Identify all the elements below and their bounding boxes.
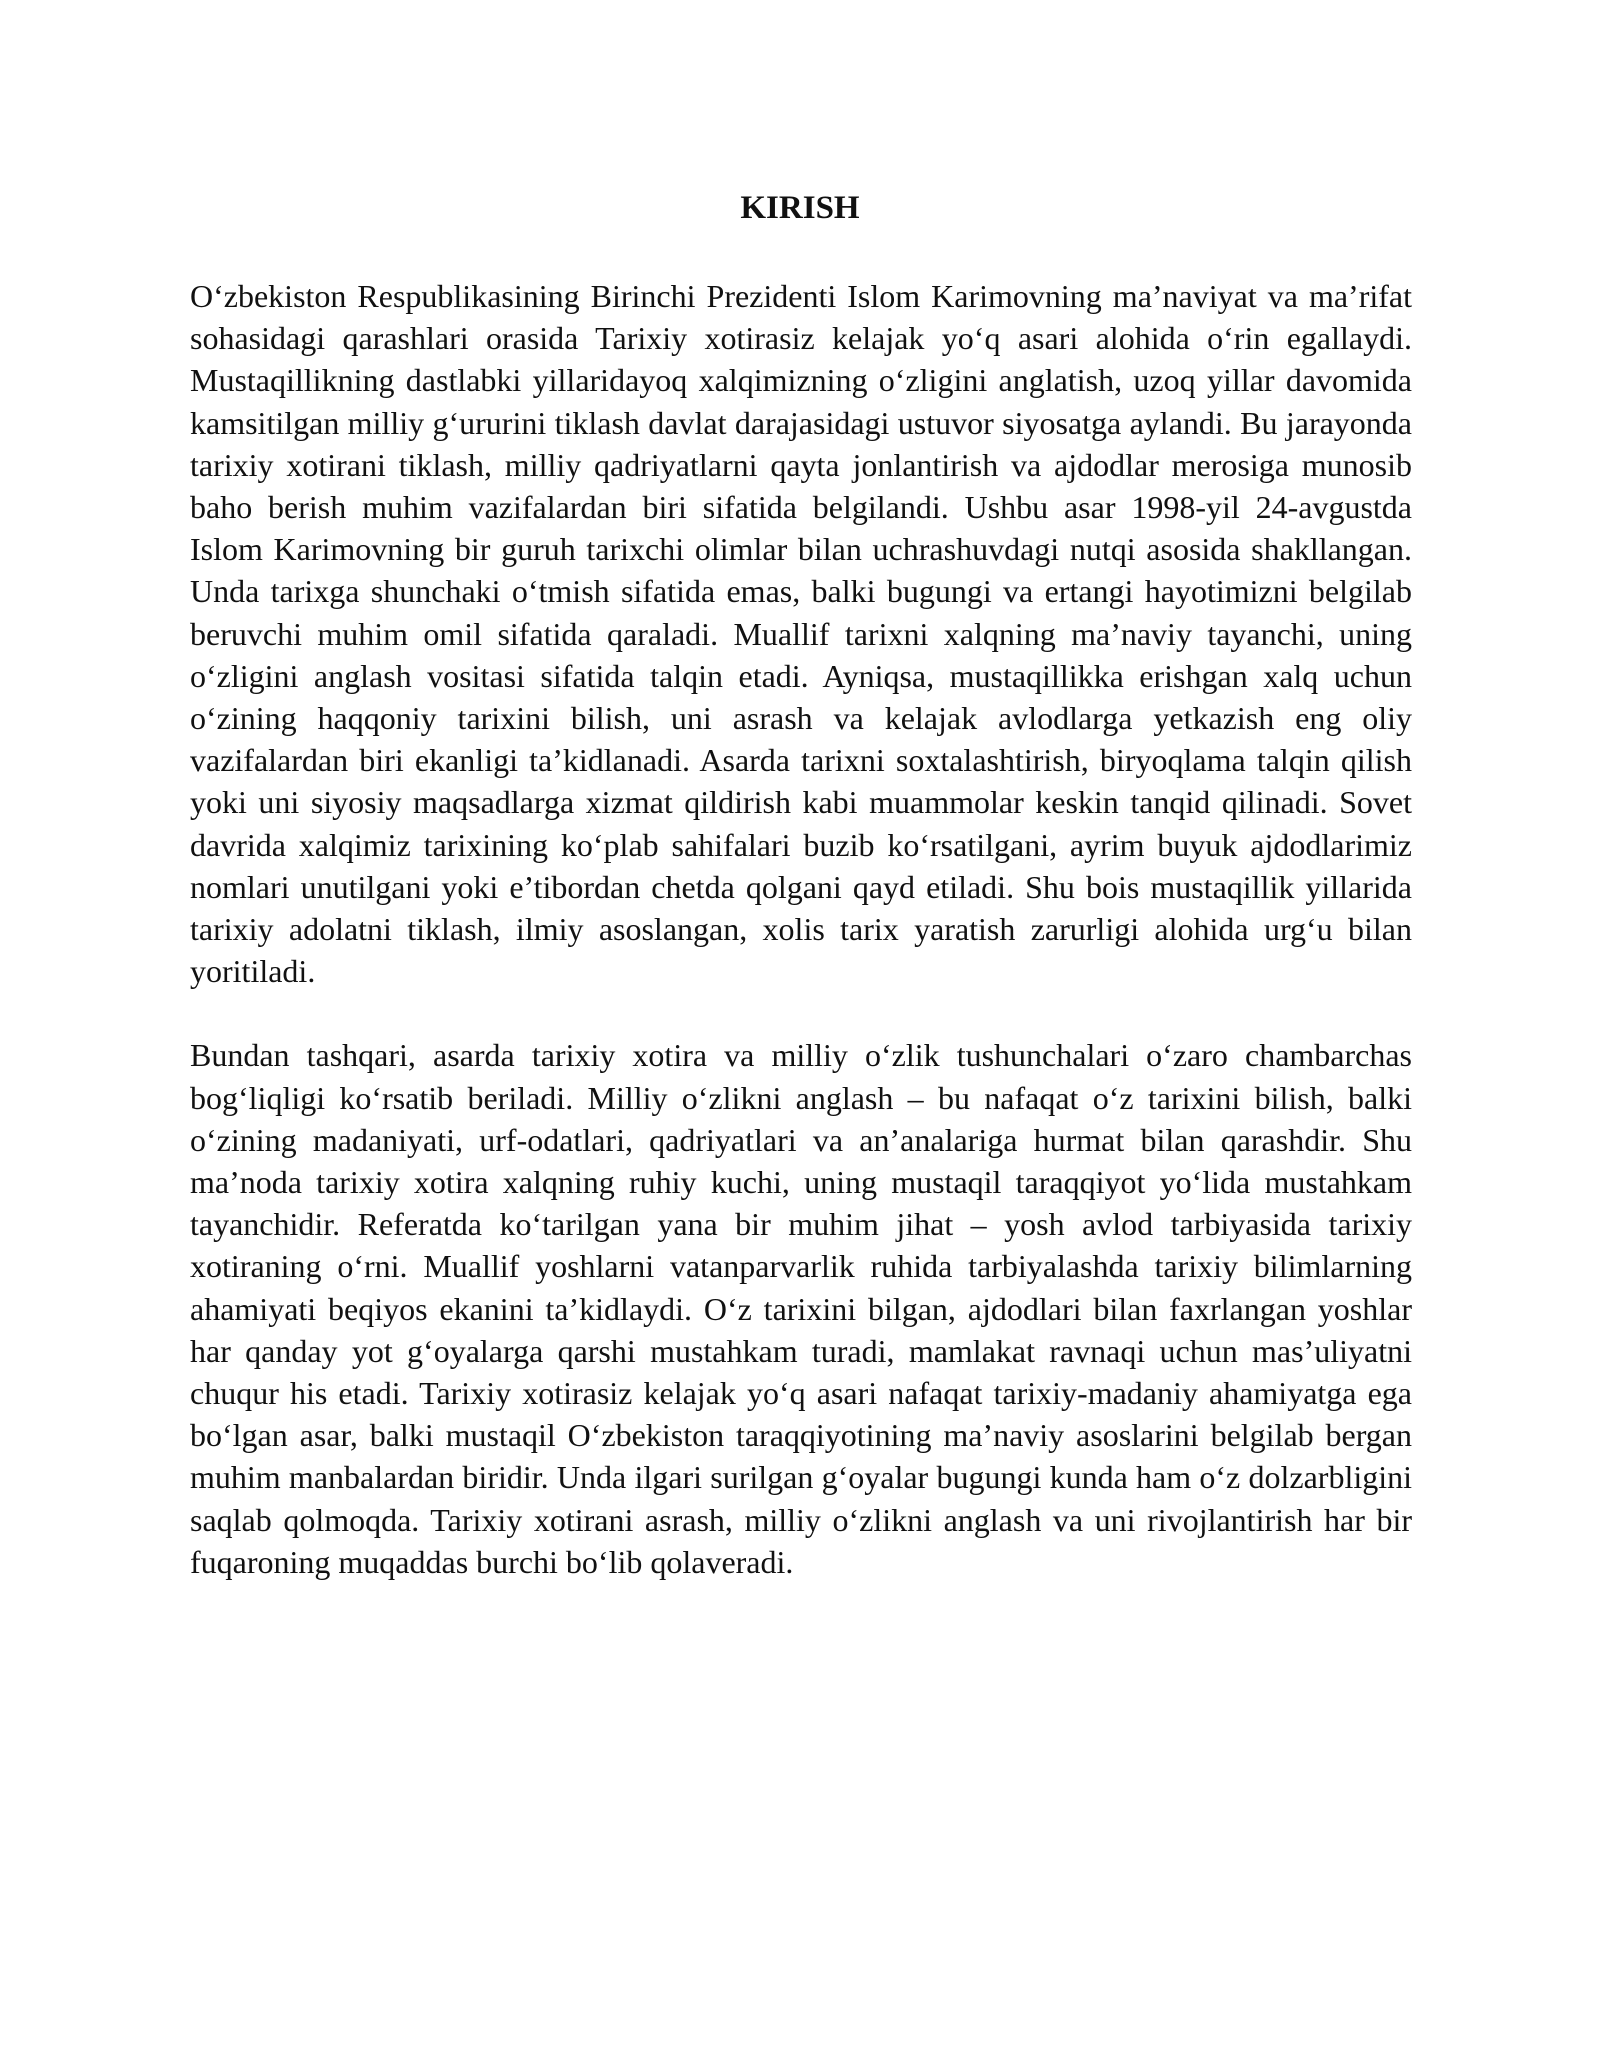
paragraph-1: O‘zbekiston Respublikasining Birinchi Prezidenti Islom Karimovning ma’naviyat va ma’rifat sohasidagi qarashlari orasida Tarixiy xotirasiz kelajak yo‘q asari alohida o‘rin egallaydi. Mustaqillikning dastlabki yillaridayoq xalqimizning o‘zligini anglatish, uzoq yillar davomida kamsitilgan milliy g‘ururini tiklash davlat darajasidagi ustuvor siyosatga aylandi. Bu jarayonda tarixiy xotirani tiklash, milliy qadriyatlarni qayta jonlantirish va ajdodlar merosiga munosib baho berish muhim vazifalardan biri sifatida belgilandi. Ushbu asar 1998-yil 24-avgustda Islom Karimovning bir guruh tarixchi olimlar bilan uchrashuvdagi nutqi asosida shakllangan. Unda tarixga shunchaki o‘tmish sifatida emas, balki bugungi va ertangi hayotimizni belgilab beruvchi muhim omil sifatida qaraladi. Muallif tarixni xalqning ma’naviy tayanchi, uning o‘zligini anglash vositasi sifatida talqin etadi. Ayniqsa, mustaqillikka erishgan xalq uchun o‘zining haqqoniy tarixini bilish, uni asrash va kelajak avlodlarga yetkazish eng oliy vazifalardan biri ekanligi ta’kidlanadi. Asarda tarixni soxtalashtirish, biryoqlama talqin qilish yoki uni siyosiy maqsadlarga xizmat qildirish kabi muammolar keskin tanqid qilinadi. Sovet davrida xalqimiz tarixining ko‘plab sahifalari buzib ko‘rsatilgani, ayrim buyuk ajdodlarimiz nomlari unutilgani yoki e’tibordan chetda qolgani qayd etiladi. Shu bois mustaqillik yillarida tarixiy adolatni tiklash, ilmiy asoslangan, xolis tarix yaratish zarurligi alohida urg‘u bilan yoritiladi. [190, 278, 1412, 990]
paragraph-2: Bundan tashqari, asarda tarixiy xotira va milliy o‘zlik tushunchalari o‘zaro chambarchas bog‘liqligi ko‘rsatib beriladi. Milliy o‘zlikni anglash – bu nafaqat o‘z tarixini bilish, balki o‘zining madaniyati, urf-odatlari, qadriyatlari va an’analariga hurmat bilan qarashdir. Shu ma’noda tarixiy xotira xalqning ruhiy kuchi, uning mustaqil taraqqiyot yo‘lida mustahkam tayanchidir. Referatda ko‘tarilgan yana bir muhim jihat – yosh avlod tarbiyasida tarixiy xotiraning o‘rni. Muallif yoshlarni vatanparvarlik ruhida tarbiyalashda tarixiy bilimlarning ahamiyati beqiyos ekanini ta’kidlaydi. O‘z tarixini bilgan, ajdodlari bilan faxrlangan yoshlar har qanday yot g‘oyalarga qarshi mustahkam turadi, mamlakat ravnaqi uchun mas’uliyatni chuqur his etadi. Tarixiy xotirasiz kelajak yo‘q asari nafaqat tarixiy-madaniy ahamiyatga ega bo‘lgan asar, balki mustaqil O‘zbekiston taraqqiyotining ma’naviy asoslarini belgilab bergan muhim manbalardan biridir. Unda ilgari surilgan g‘oyalar bugungi kunda ham o‘z dolzarbligini saqlab qolmoqda. Tarixiy xotirani asrash, milliy o‘zlikni anglash va uni rivojlantirish har bir fuqaroning muqaddas burchi bo‘lib qolaveradi. [190, 1037, 1412, 1580]
document-body [190, 275, 1412, 1583]
page-title: KIRISH [740, 190, 860, 226]
